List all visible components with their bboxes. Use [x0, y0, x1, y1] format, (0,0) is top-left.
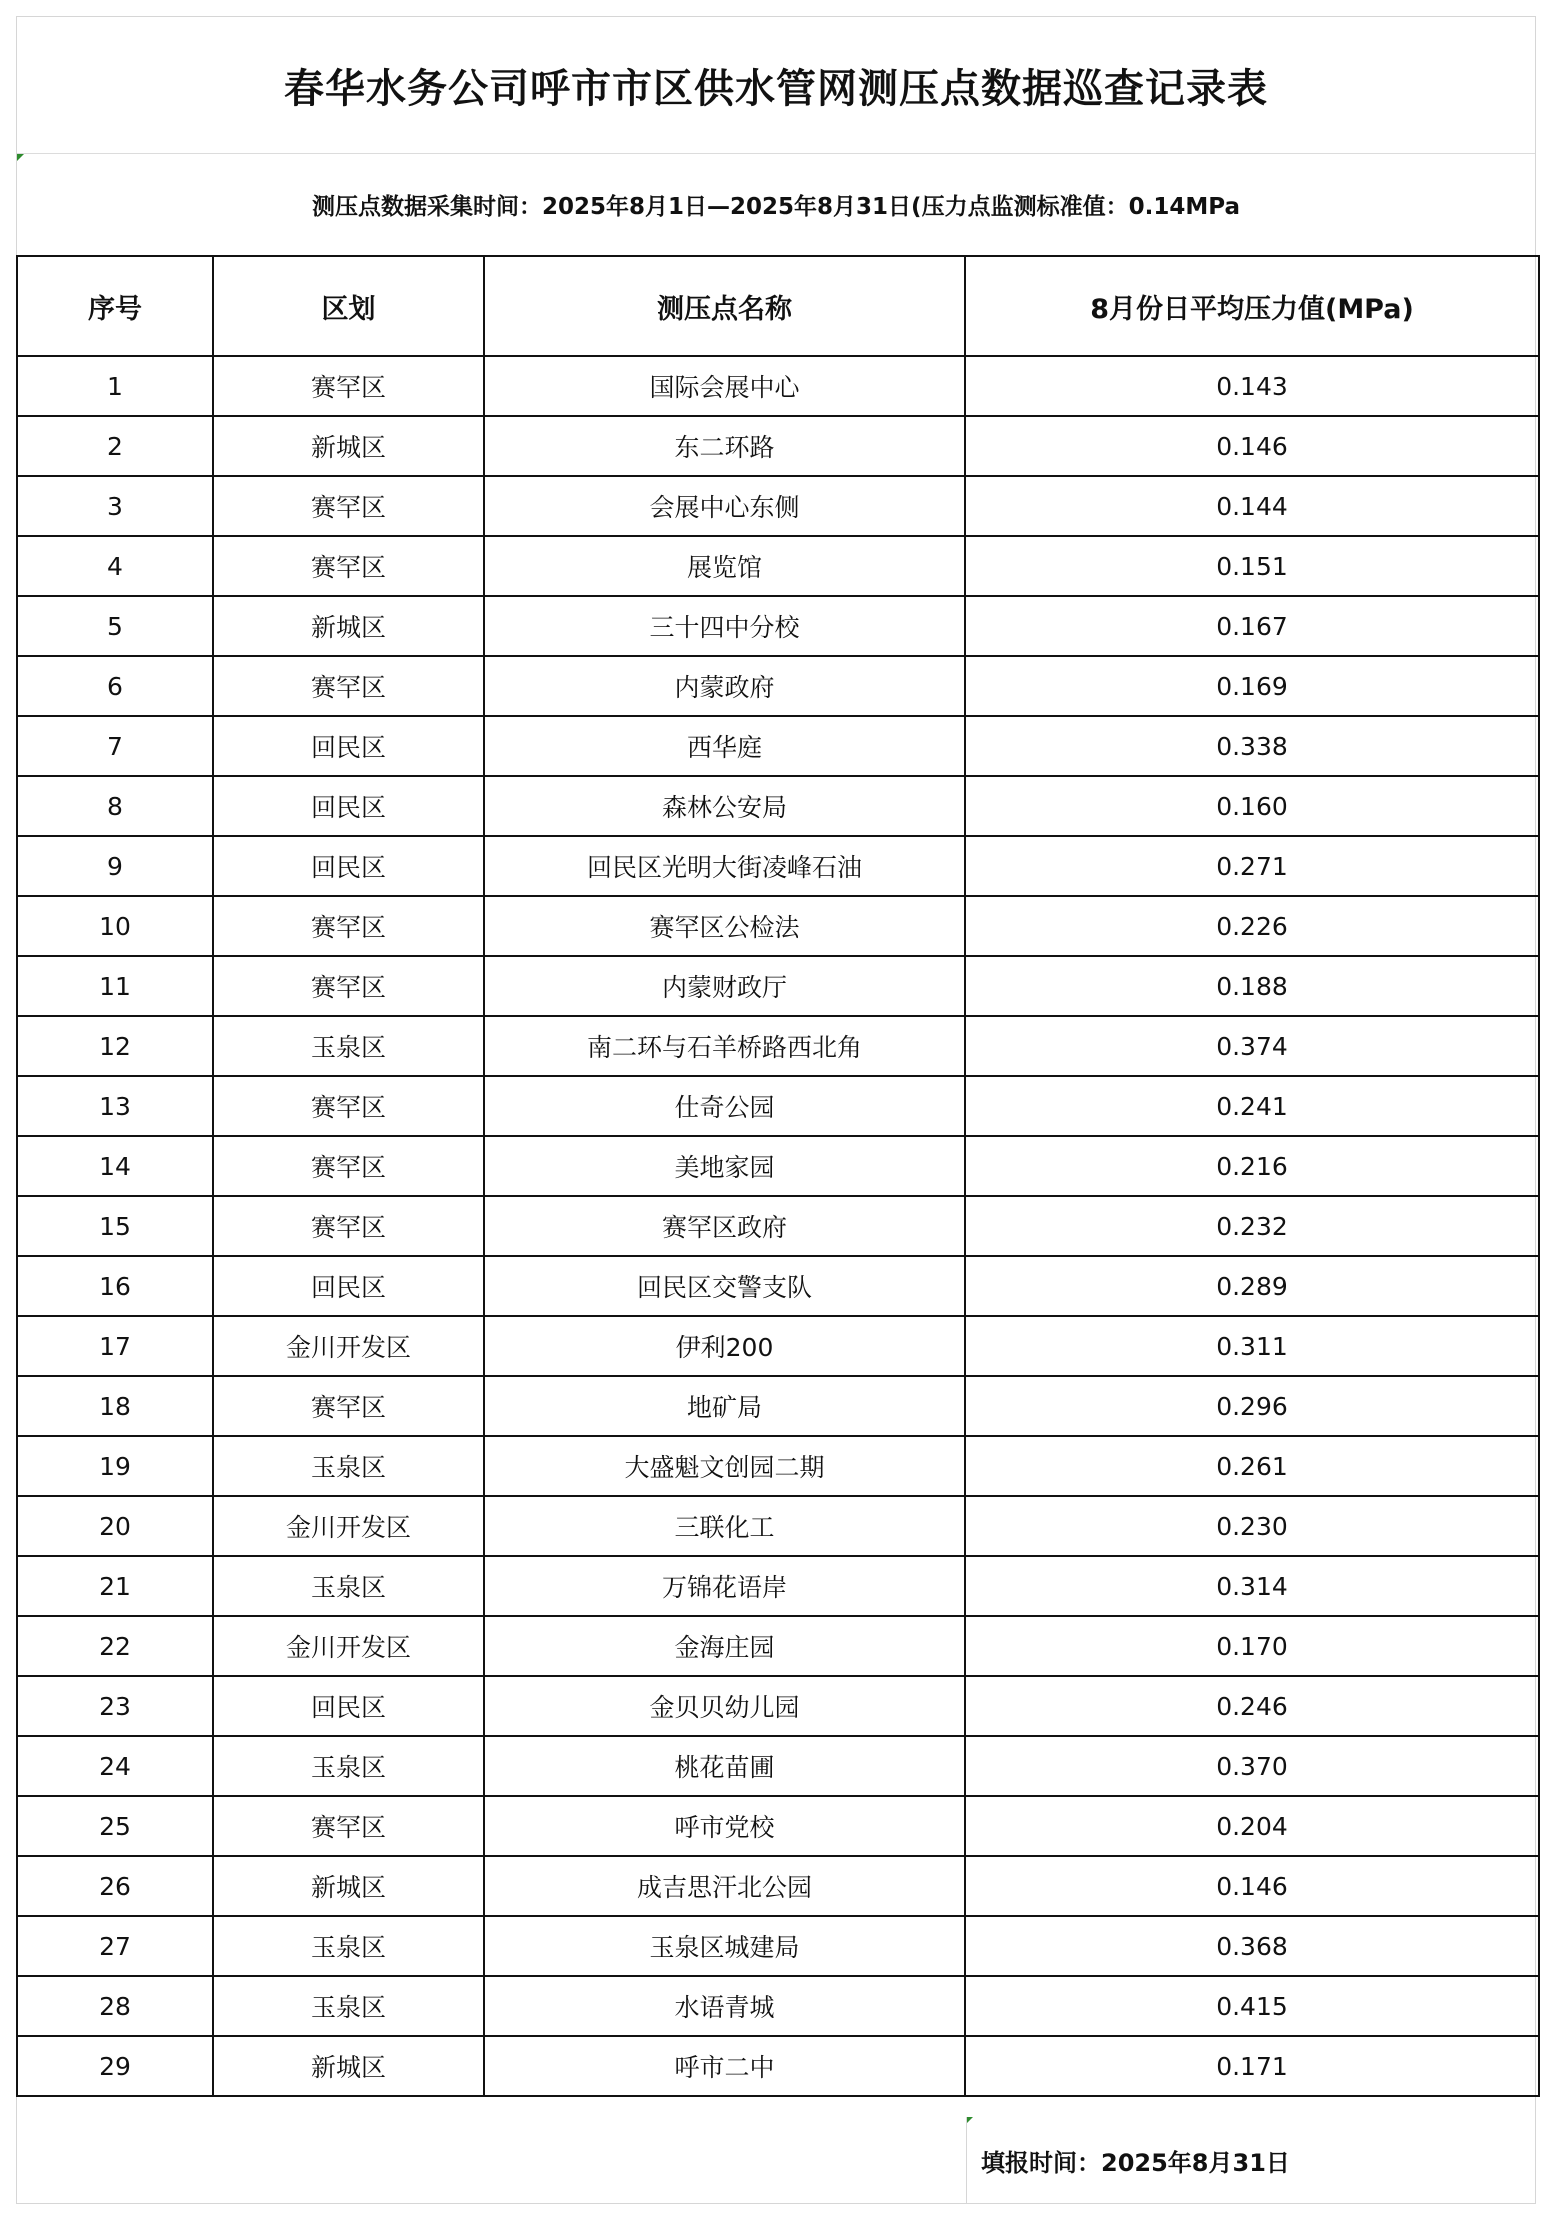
cell-avg-pressure: 0.271	[965, 836, 1539, 896]
report-date: 填报时间：2025年8月31日	[981, 2149, 1290, 2177]
cell-avg-pressure: 0.146	[965, 416, 1539, 476]
cell-point-name: 桃花苗圃	[484, 1736, 965, 1796]
cell-district: 新城区	[213, 416, 484, 476]
cell-index: 1	[17, 356, 213, 416]
table-body	[17, 356, 1539, 2096]
cell-district: 赛罕区	[213, 1076, 484, 1136]
table-row	[17, 1076, 1539, 1136]
table-row	[17, 416, 1539, 476]
cell-point-name: 地矿局	[484, 1376, 965, 1436]
cell-district: 赛罕区	[213, 1136, 484, 1196]
cell-district: 新城区	[213, 1856, 484, 1916]
cell-point-name: 呼市二中	[484, 2036, 965, 2096]
cell-district: 玉泉区	[213, 1556, 484, 1616]
table-row	[17, 536, 1539, 596]
cell-point-name: 三十四中分校	[484, 596, 965, 656]
cell-avg-pressure: 0.311	[965, 1316, 1539, 1376]
cell-district: 回民区	[213, 1256, 484, 1316]
cell-index: 22	[17, 1616, 213, 1676]
cell-index: 6	[17, 656, 213, 716]
cell-point-name: 西华庭	[484, 716, 965, 776]
cell-district: 赛罕区	[213, 1196, 484, 1256]
cell-point-name: 南二环与石羊桥路西北角	[484, 1016, 965, 1076]
cell-point-name: 内蒙政府	[484, 656, 965, 716]
cell-index: 12	[17, 1016, 213, 1076]
table-row	[17, 476, 1539, 536]
column-header-point-name: 测压点名称	[484, 256, 965, 356]
cell-point-name: 回民区交警支队	[484, 1256, 965, 1316]
cell-avg-pressure: 0.232	[965, 1196, 1539, 1256]
cell-point-name: 成吉思汗北公园	[484, 1856, 965, 1916]
cell-avg-pressure: 0.415	[965, 1976, 1539, 2036]
cell-index: 14	[17, 1136, 213, 1196]
cell-index: 8	[17, 776, 213, 836]
table-row	[17, 1856, 1539, 1916]
cell-avg-pressure: 0.226	[965, 896, 1539, 956]
cell-point-name: 回民区光明大街凌峰石油	[484, 836, 965, 896]
cell-district: 金川开发区	[213, 1616, 484, 1676]
table-row	[17, 716, 1539, 776]
cell-district: 赛罕区	[213, 536, 484, 596]
table-row	[17, 836, 1539, 896]
cell-district: 玉泉区	[213, 1976, 484, 2036]
cell-point-name: 大盛魁文创园二期	[484, 1436, 965, 1496]
table-row	[17, 1016, 1539, 1076]
cell-district: 新城区	[213, 596, 484, 656]
table-row	[17, 1976, 1539, 2036]
document-title: 春华水务公司呼市市区供水管网测压点数据巡查记录表	[284, 65, 1268, 112]
cell-avg-pressure: 0.169	[965, 656, 1539, 716]
cell-point-name: 国际会展中心	[484, 356, 965, 416]
cell-district: 玉泉区	[213, 1736, 484, 1796]
cell-point-name: 东二环路	[484, 416, 965, 476]
column-header-avg-pressure: 8月份日平均压力值(MPa)	[965, 256, 1539, 356]
cell-district: 赛罕区	[213, 356, 484, 416]
table-row	[17, 1676, 1539, 1736]
cell-point-name: 美地家园	[484, 1136, 965, 1196]
table-row	[17, 2036, 1539, 2096]
cell-avg-pressure: 0.230	[965, 1496, 1539, 1556]
cell-point-name: 展览馆	[484, 536, 965, 596]
cell-avg-pressure: 0.171	[965, 2036, 1539, 2096]
cell-index: 10	[17, 896, 213, 956]
table-row	[17, 1916, 1539, 1976]
cell-point-name: 赛罕区政府	[484, 1196, 965, 1256]
cell-district: 玉泉区	[213, 1016, 484, 1076]
cell-index: 20	[17, 1496, 213, 1556]
pressure-data-table	[16, 255, 1540, 2097]
table-row	[17, 956, 1539, 1016]
cell-avg-pressure: 0.167	[965, 596, 1539, 656]
cell-avg-pressure: 0.246	[965, 1676, 1539, 1736]
cell-avg-pressure: 0.151	[965, 536, 1539, 596]
cell-point-name: 金贝贝幼儿园	[484, 1676, 965, 1736]
cell-point-name: 赛罕区公检法	[484, 896, 965, 956]
cell-index: 29	[17, 2036, 213, 2096]
cell-district: 新城区	[213, 2036, 484, 2096]
cell-avg-pressure: 0.314	[965, 1556, 1539, 1616]
cell-avg-pressure: 0.146	[965, 1856, 1539, 1916]
table-row	[17, 356, 1539, 416]
table-row	[17, 1256, 1539, 1316]
cell-index: 24	[17, 1736, 213, 1796]
table-row	[17, 1196, 1539, 1256]
table-row	[17, 896, 1539, 956]
subtitle-row	[17, 154, 1535, 255]
cell-index: 3	[17, 476, 213, 536]
cell-district: 金川开发区	[213, 1316, 484, 1376]
cell-avg-pressure: 0.338	[965, 716, 1539, 776]
cell-point-name: 仕奇公园	[484, 1076, 965, 1136]
cell-point-name: 内蒙财政厅	[484, 956, 965, 1016]
cell-index: 28	[17, 1976, 213, 2036]
cell-index: 9	[17, 836, 213, 896]
cell-avg-pressure: 0.261	[965, 1436, 1539, 1496]
table-row	[17, 656, 1539, 716]
column-header-index: 序号	[17, 256, 213, 356]
cell-index: 11	[17, 956, 213, 1016]
column-header-district: 区划	[213, 256, 484, 356]
table-row	[17, 1736, 1539, 1796]
cell-district: 赛罕区	[213, 476, 484, 536]
cell-avg-pressure: 0.296	[965, 1376, 1539, 1436]
table-row	[17, 1556, 1539, 1616]
cell-index: 16	[17, 1256, 213, 1316]
cell-avg-pressure: 0.160	[965, 776, 1539, 836]
cell-point-name: 万锦花语岸	[484, 1556, 965, 1616]
cell-district: 赛罕区	[213, 1796, 484, 1856]
cell-index: 21	[17, 1556, 213, 1616]
table-row	[17, 1376, 1539, 1436]
cell-avg-pressure: 0.289	[965, 1256, 1539, 1316]
cell-district: 赛罕区	[213, 956, 484, 1016]
table-row	[17, 1496, 1539, 1556]
table-row	[17, 1616, 1539, 1676]
table-header-row	[17, 256, 1539, 356]
table-row	[17, 776, 1539, 836]
cell-district: 赛罕区	[213, 1376, 484, 1436]
cell-index: 25	[17, 1796, 213, 1856]
table-row	[17, 1796, 1539, 1856]
cell-avg-pressure: 0.374	[965, 1016, 1539, 1076]
cell-district: 玉泉区	[213, 1436, 484, 1496]
cell-district: 赛罕区	[213, 656, 484, 716]
cell-district: 回民区	[213, 716, 484, 776]
cell-district: 回民区	[213, 836, 484, 896]
cell-district: 金川开发区	[213, 1496, 484, 1556]
cell-point-name: 金海庄园	[484, 1616, 965, 1676]
cell-avg-pressure: 0.170	[965, 1616, 1539, 1676]
table-row	[17, 1316, 1539, 1376]
table-row	[17, 596, 1539, 656]
cell-index: 15	[17, 1196, 213, 1256]
cell-avg-pressure: 0.241	[965, 1076, 1539, 1136]
cell-district: 玉泉区	[213, 1916, 484, 1976]
cell-point-name: 玉泉区城建局	[484, 1916, 965, 1976]
cell-district: 回民区	[213, 776, 484, 836]
cell-corner-marker	[966, 2117, 973, 2124]
cell-point-name: 水语青城	[484, 1976, 965, 2036]
cell-index: 26	[17, 1856, 213, 1916]
cell-index: 23	[17, 1676, 213, 1736]
cell-avg-pressure: 0.368	[965, 1916, 1539, 1976]
cell-index: 7	[17, 716, 213, 776]
cell-index: 19	[17, 1436, 213, 1496]
table-row	[17, 1436, 1539, 1496]
cell-index: 27	[17, 1916, 213, 1976]
cell-index: 2	[17, 416, 213, 476]
cell-point-name: 森林公安局	[484, 776, 965, 836]
cell-index: 17	[17, 1316, 213, 1376]
cell-point-name: 三联化工	[484, 1496, 965, 1556]
cell-avg-pressure: 0.370	[965, 1736, 1539, 1796]
cell-point-name: 会展中心东侧	[484, 476, 965, 536]
footer-row	[17, 2117, 1535, 2204]
cell-index: 4	[17, 536, 213, 596]
cell-avg-pressure: 0.144	[965, 476, 1539, 536]
cell-index: 13	[17, 1076, 213, 1136]
record-sheet	[16, 16, 1536, 2204]
title-row	[17, 17, 1535, 154]
cell-district: 回民区	[213, 1676, 484, 1736]
table-row	[17, 1136, 1539, 1196]
cell-point-name: 伊利200	[484, 1316, 965, 1376]
cell-avg-pressure: 0.143	[965, 356, 1539, 416]
collection-period-text: 测压点数据采集时间：2025年8月1日—2025年8月31日(压力点监测标准值：0.14MPa	[312, 194, 1240, 220]
cell-avg-pressure: 0.216	[965, 1136, 1539, 1196]
cell-index: 18	[17, 1376, 213, 1436]
cell-index: 5	[17, 596, 213, 656]
cell-point-name: 呼市党校	[484, 1796, 965, 1856]
cell-district: 赛罕区	[213, 896, 484, 956]
cell-avg-pressure: 0.204	[965, 1796, 1539, 1856]
footer-divider	[966, 2117, 967, 2204]
cell-avg-pressure: 0.188	[965, 956, 1539, 1016]
